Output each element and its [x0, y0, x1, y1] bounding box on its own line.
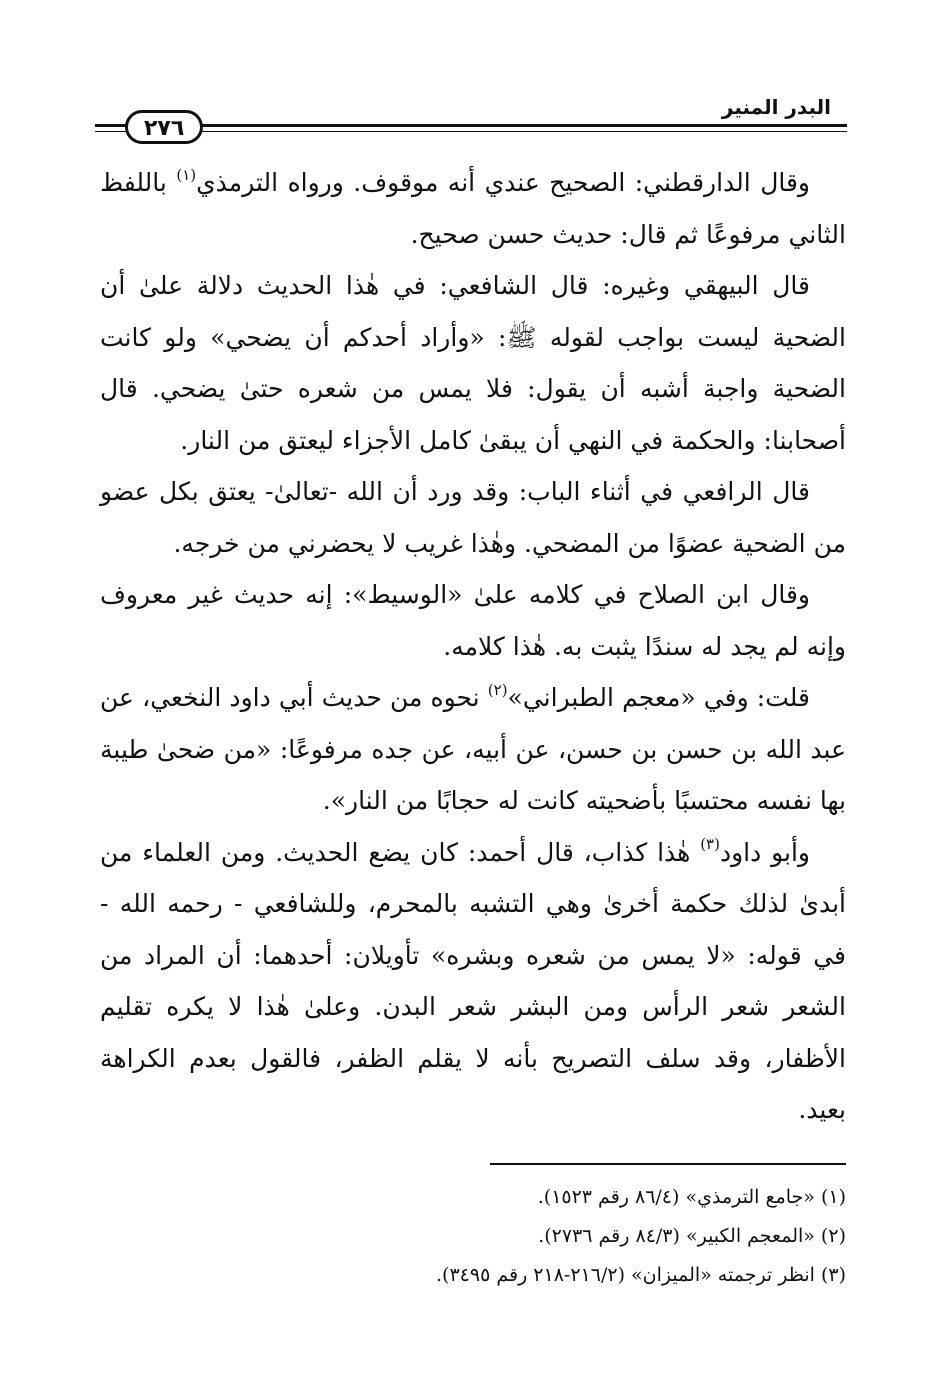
footnote-marker: (٣)	[700, 835, 720, 854]
paragraph-text: قال الرافعي في أثناء الباب: وقد ورد أن الله -تعالىٰ- يعتق بكل عضو من الضحية عضوًا من المضحي. وهٰذا غريب لا يحضرني من خرجه.	[100, 477, 846, 558]
paragraph-text: وقال ابن الصلاح في كلامه علىٰ «الوسيط»: إنه حديث غير معروف وإنه لم يجد له سندًا يثبت به. هٰذا كلامه.	[100, 580, 846, 661]
footnote-separator	[490, 1163, 846, 1165]
running-header	[95, 90, 847, 150]
page-number-badge: ٢٧٦	[125, 110, 203, 144]
paragraph-text-continued: نحوه من حديث أبي داود النخعي، عن عبد الله بن حسن بن حسن، عن أبيه، عن جده مرفوعًا: «من ضحىٰ طيبة بها نفسه محتسبًا بأضحيته كانت له حجابًا من النار».	[100, 683, 846, 815]
paragraph-text: قال البيهقي وغيره: قال الشافعي: في هٰذا الحديث دلالة علىٰ أن الضحية ليست بواجب لقوله ﷺ: «وأراد أحدكم أن يضحي» ولو كانت الضحية واجبة أشبه أن يقول: فلا يمس من شعره حتىٰ يضحي. قال أصحابنا: والحكمة في النهي أن يبقىٰ كامل الأجزاء ليعتق من النار.	[100, 271, 846, 455]
paragraph	[100, 672, 846, 827]
paragraph	[100, 569, 846, 672]
footnote-marker: (١)	[176, 165, 197, 184]
header-rule-thin	[95, 131, 847, 132]
footnote: (٣) انظر ترجمته «الميزان» (٢١٦/٢-٢١٨ رقم ٣٤٩٥).	[436, 1264, 846, 1286]
paragraph-text: وقال الدارقطني: الصحيح عندي أنه موقوف. ورواه الترمذي	[196, 168, 810, 197]
footnote: (١) «جامع الترمذي» (٨٦/٤ رقم ١٥٢٣).	[537, 1186, 846, 1208]
header-rule-thick	[95, 124, 847, 127]
paragraph	[100, 827, 846, 1136]
book-title: البدر المنير	[722, 92, 831, 122]
paragraph-text-continued: هٰذا كذاب، قال أحمد: كان يضع الحديث. ومن العلماء من أبدىٰ لذلك حكمة أخرىٰ وهي التشبه بالمحرم، وللشافعي - رحمه الله - في قوله: «لا يمس من شعره وبشره» تأويلان: أحدهما: أن المراد من الشعر شعر الرأس ومن البشر شعر البدن. وعلىٰ هٰذا لا يكره تقليم الأظفار، وقد سلف التصريح بأنه لا يقلم الظفر، فالقول بعدم الكراهة بعيد.	[100, 837, 846, 1124]
paragraph	[100, 157, 846, 260]
paragraph-text: قلت: وفي «معجم الطبراني»	[507, 683, 810, 712]
footnote: (٢) «المعجم الكبير» (٨٤/٣ رقم ٢٧٣٦).	[538, 1225, 846, 1247]
footnote-marker: (٢)	[487, 680, 508, 699]
main-text	[100, 157, 846, 1136]
paragraph-text: وأبو داود	[719, 837, 810, 867]
paragraph-text-continued: باللفظ الثاني مرفوعًا ثم قال: حديث حسن صحيح.	[100, 168, 846, 249]
paragraph	[100, 466, 846, 569]
paragraph	[100, 260, 846, 466]
footnotes	[100, 1178, 846, 1295]
